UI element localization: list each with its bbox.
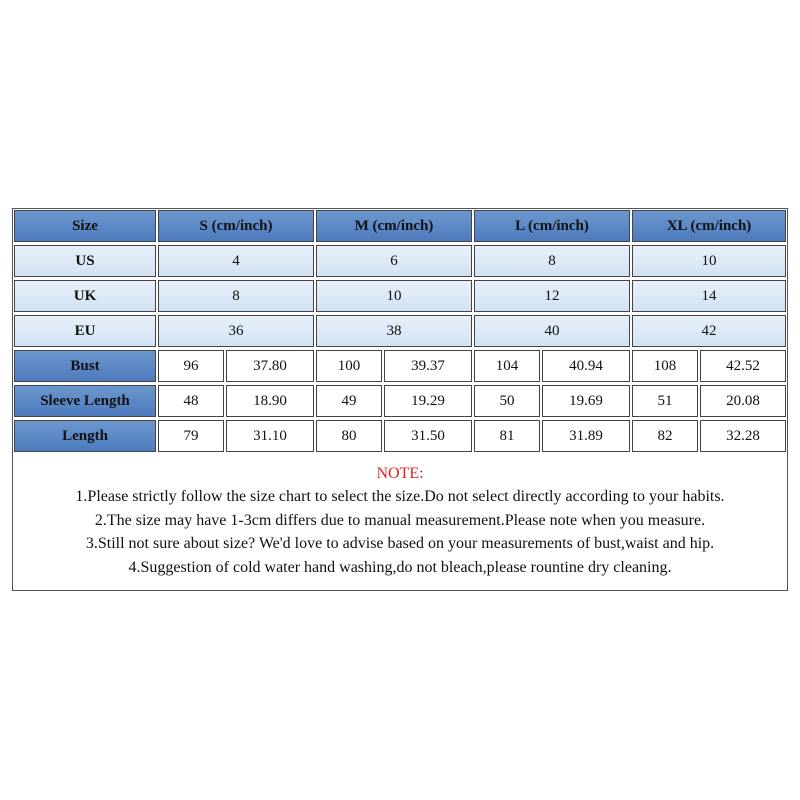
header-size-xl: XL (cm/inch): [632, 210, 786, 242]
sleeve-xl-inch: 20.08: [700, 385, 786, 417]
row-label-eu: EU: [14, 315, 156, 347]
row-label-sleeve-length: Sleeve Length: [14, 385, 156, 417]
bust-s-cm: 96: [158, 350, 224, 382]
row-label-length: Length: [14, 420, 156, 452]
row-label-bust: Bust: [14, 350, 156, 382]
header-size-l: L (cm/inch): [474, 210, 630, 242]
eu-size-s: 36: [158, 315, 314, 347]
bust-m-cm: 100: [316, 350, 382, 382]
length-xl-cm: 82: [632, 420, 698, 452]
us-size-xl: 10: [632, 245, 786, 277]
bust-s-inch: 37.80: [226, 350, 314, 382]
sleeve-m-cm: 49: [316, 385, 382, 417]
uk-size-m: 10: [316, 280, 472, 312]
sleeve-s-cm: 48: [158, 385, 224, 417]
note-line-3: 3.Still not sure about size? We'd love to advise based on your measurements of bust,waist and hip.: [85, 535, 715, 552]
note-line-2: 2.The size may have 1-3cm differs due to manual measurement.Please note when you measure.: [94, 511, 706, 529]
length-l-cm: 81: [474, 420, 540, 452]
length-m-cm: 80: [316, 420, 382, 452]
length-s-cm: 79: [158, 420, 224, 452]
bust-xl-inch: 42.52: [700, 350, 786, 382]
sleeve-l-inch: 19.69: [542, 385, 630, 417]
row-label-us: US: [14, 245, 156, 277]
us-size-l: 8: [474, 245, 630, 277]
length-l-inch: 31.89: [542, 420, 630, 452]
us-size-s: 4: [158, 245, 314, 277]
bust-l-cm: 104: [474, 350, 540, 382]
length-s-inch: 31.10: [226, 420, 314, 452]
bust-l-inch: 40.94: [542, 350, 630, 382]
bust-xl-cm: 108: [632, 350, 698, 382]
uk-size-s: 8: [158, 280, 314, 312]
eu-size-xl: 42: [632, 315, 786, 347]
size-chart-table: [12, 208, 788, 591]
bust-m-inch: 39.37: [384, 350, 472, 382]
sleeve-xl-cm: 51: [632, 385, 698, 417]
note-line-4: 4.Suggestion of cold water hand washing,do not bleach,please rountine dry cleaning.: [128, 558, 672, 576]
row-label-uk: UK: [14, 280, 156, 312]
sleeve-m-inch: 19.29: [384, 385, 472, 417]
header-size-s: S (cm/inch): [158, 210, 314, 242]
uk-size-l: 12: [474, 280, 630, 312]
us-size-m: 6: [316, 245, 472, 277]
note-line-1: 1.Please strictly follow the size chart to select the size.Do not select directly according to your habits.: [75, 488, 725, 505]
header-size-label: Size: [14, 210, 156, 242]
uk-size-xl: 14: [632, 280, 786, 312]
sleeve-s-inch: 18.90: [226, 385, 314, 417]
sleeve-l-cm: 50: [474, 385, 540, 417]
eu-size-l: 40: [474, 315, 630, 347]
length-xl-inch: 32.28: [700, 420, 786, 452]
note-title: NOTE:: [376, 465, 424, 482]
length-m-inch: 31.50: [384, 420, 472, 452]
notes-section: [14, 455, 786, 589]
header-size-m: M (cm/inch): [316, 210, 472, 242]
eu-size-m: 38: [316, 315, 472, 347]
